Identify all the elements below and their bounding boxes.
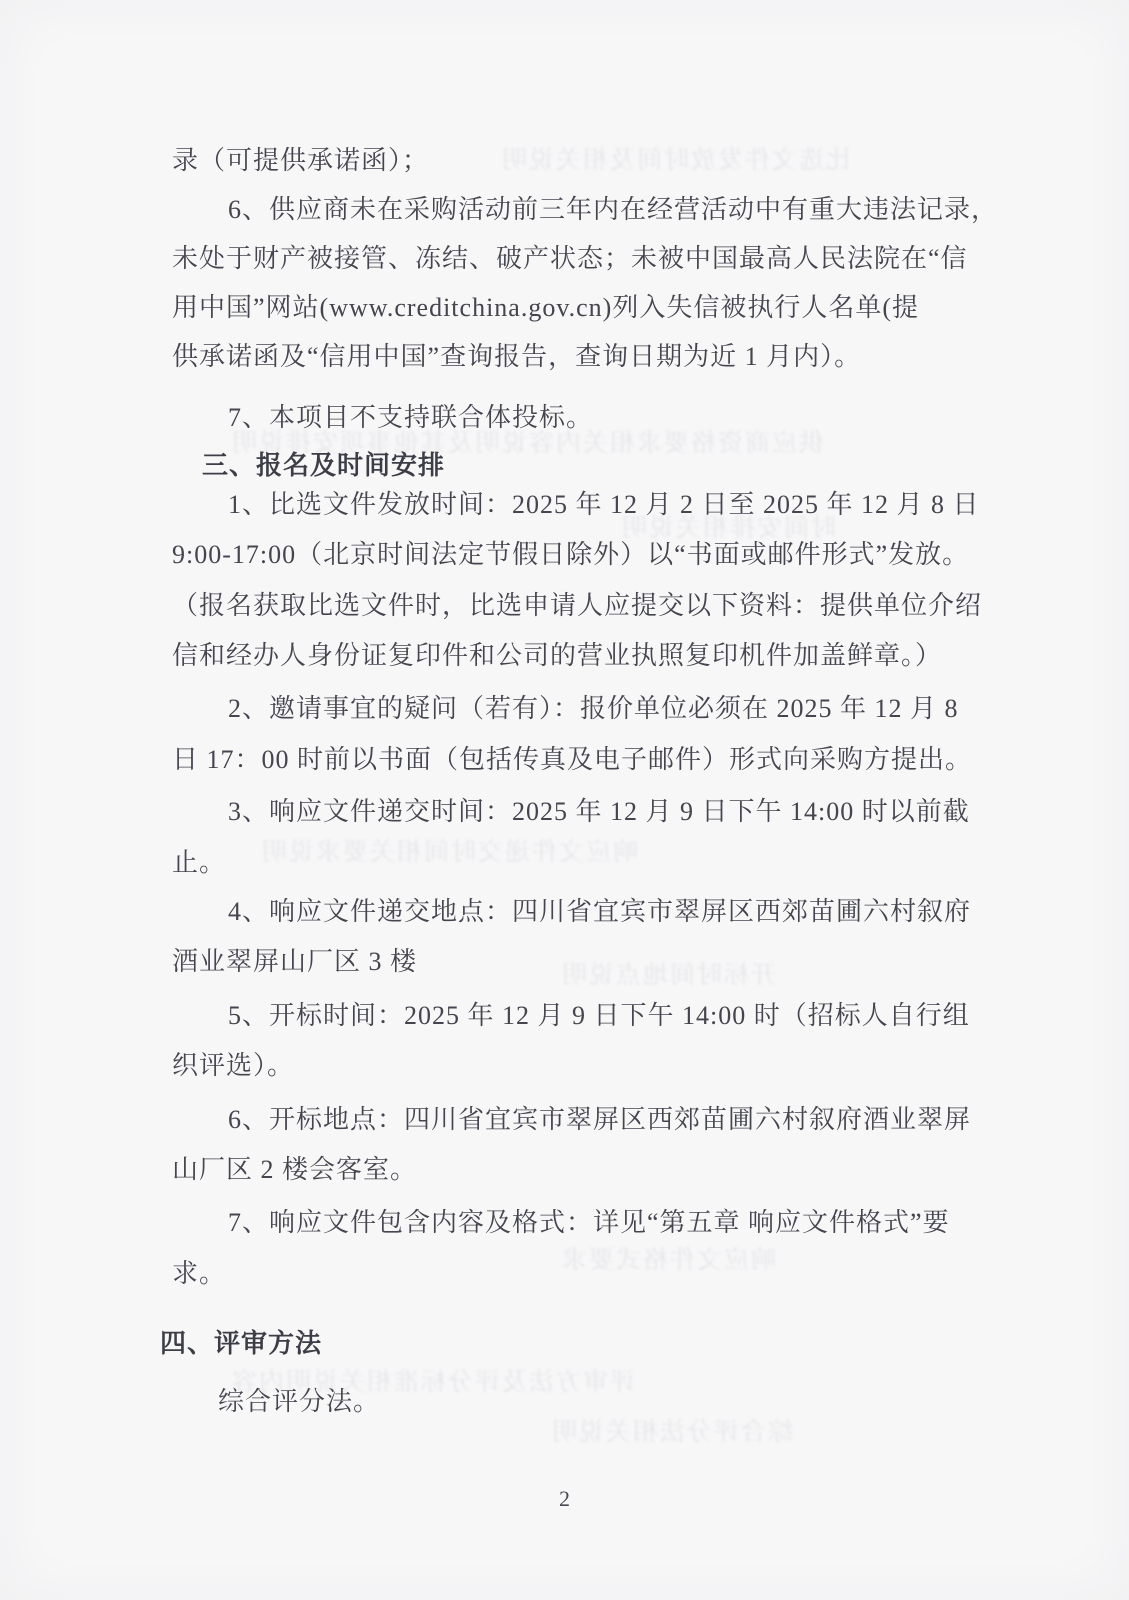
text-line: 信和经办人身份证复印件和公司的营业执照复印机件加盖鲜章。）	[172, 641, 943, 670]
text-line: （报名获取比选文件时，比选申请人应提交以下资料：提供单位介绍	[172, 591, 983, 620]
text-line: 9:00-17:00（北京时间法定节假日除外）以“书面或邮件形式”发放。	[172, 540, 970, 569]
bleed-through-artifact: 评审方法及评分标准相关说明内容	[230, 1369, 636, 1396]
text-line: 2、邀请事宜的疑问（若有）：报价单位必须在 2025 年 12 月 8	[228, 694, 959, 723]
text-line: 6、供应商未在采购活动前三年内在经营活动中有重大违法记录，	[228, 195, 999, 224]
text-line: 供承诺函及“信用中国”查询报告，查询日期为近 1 月内）。	[172, 342, 862, 371]
text-line: 日 17：00 时前以书面（包括传真及电子邮件）形式向采购方提出。	[172, 745, 973, 774]
text-line: 止。	[172, 848, 227, 877]
section-heading: 三、报名及时间安排	[202, 451, 446, 480]
text-line: 综合评分法。	[218, 1387, 381, 1416]
text-line: 织评选）。	[172, 1051, 295, 1080]
bleed-through-artifact: 响应文件格式要求	[560, 1247, 777, 1274]
text-line: 4、响应文件递交地点：四川省宜宾市翠屏区西郊苗圃六村叙府	[228, 897, 972, 926]
text-line: 录（可提供承诺函）；	[172, 146, 430, 175]
text-line: 1、比选文件发放时间：2025 年 12 月 2 日至 2025 年 12 月 8 日	[228, 490, 980, 519]
bleed-through-artifact: 综合评分法相关说明	[550, 1419, 794, 1446]
section-heading: 四、评审方法	[160, 1329, 323, 1358]
bleed-through-artifact: 比选文件发放时间及相关说明	[500, 147, 852, 174]
text-line: 未处于财产被接管、冻结、破产状态；未被中国最高人民法院在“信	[172, 244, 968, 273]
bleed-through-artifact: 时间安排相关说明	[620, 515, 837, 542]
text-line: 山厂区 2 楼会客室。	[172, 1155, 418, 1184]
text-line: 用中国”网站(www.creditchina.gov.cn)列入失信被执行人名单(提	[172, 293, 919, 322]
bleed-through-artifact: 开标时间地点说明	[560, 962, 777, 989]
page-number: 2	[559, 1486, 570, 1511]
text-line: 3、响应文件递交时间：2025 年 12 月 9 日下午 14:00 时以前截	[228, 797, 970, 826]
bleed-through-artifact: 响应文件递交时间相关要求说明	[260, 839, 639, 866]
text-line: 求。	[172, 1259, 227, 1288]
text-line: 6、开标地点：四川省宜宾市翠屏区西郊苗圃六村叙府酒业翠屏	[228, 1105, 972, 1134]
bleed-through-artifact: 供应商资格要求相关内容说明及其他事项安排说明	[230, 430, 825, 457]
text-line: 5、开标时间：2025 年 12 月 9 日下午 14:00 时（招标人自行组	[228, 1001, 970, 1030]
text-line: 7、本项目不支持联合体投标。	[228, 403, 594, 432]
text-line: 酒业翠屏山厂区 3 楼	[172, 947, 418, 976]
text-line: 7、响应文件包含内容及格式：详见“第五章 响应文件格式”要	[228, 1208, 950, 1237]
